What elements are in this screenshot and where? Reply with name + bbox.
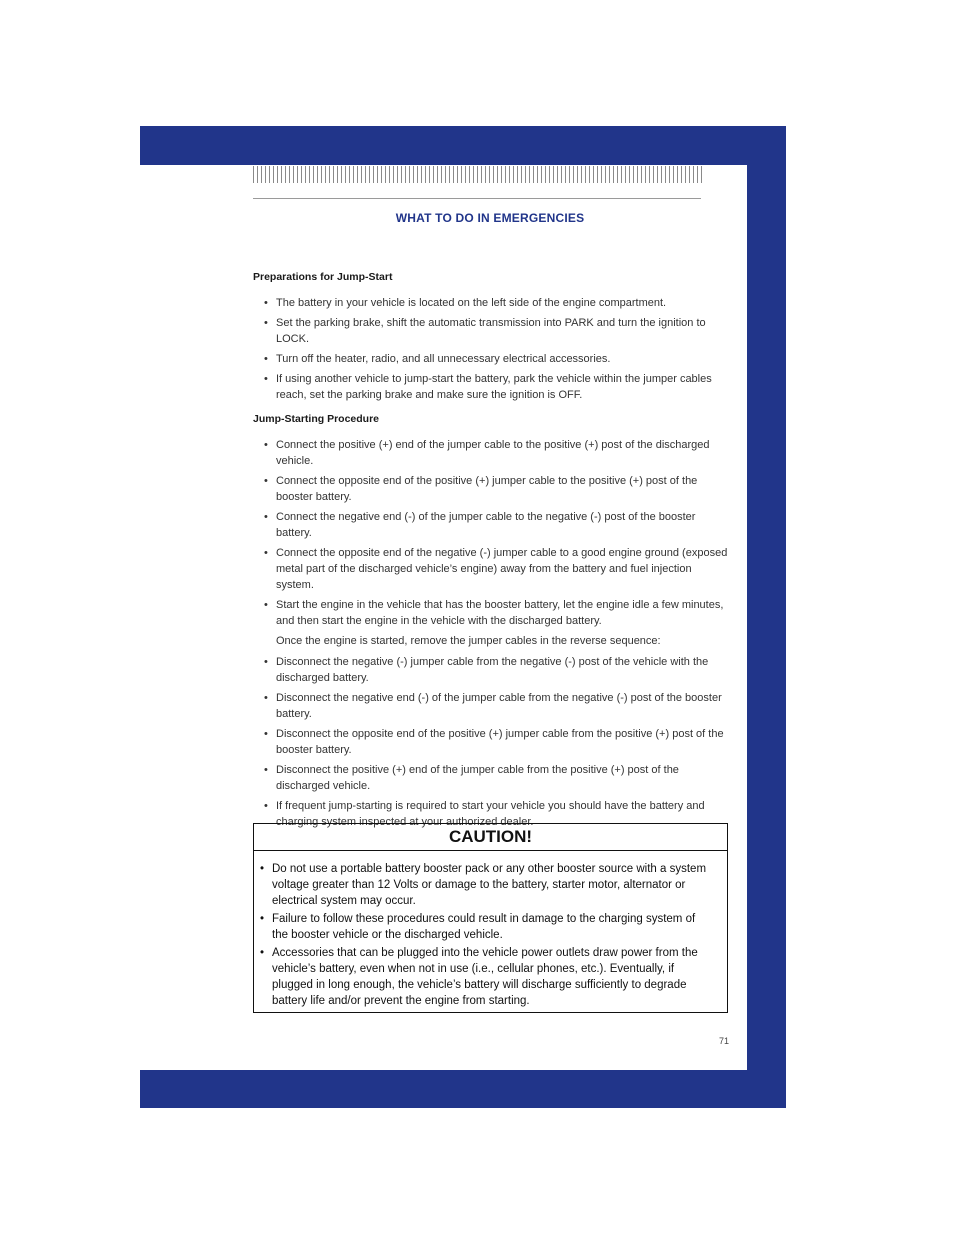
- caution-title: CAUTION!: [254, 824, 727, 851]
- list-item: • Disconnect the negative (-) jumper cable from the negative (-) post of the vehicle with the discharged battery.: [264, 656, 709, 684]
- main-content: [253, 269, 731, 838]
- caution-box: [253, 823, 728, 1013]
- reverse-sequence-note: Once the engine is started, remove the jumper cables in the reverse sequence:: [276, 635, 661, 647]
- list-item: • Accessories that can be plugged into the vehicle power outlets draw power from the vehicle’s battery, even when not in use (i.e., cellular phones, etc.). Eventually, if plugged in long enough, the vehicle’s battery will discharge sufficiently to degrade battery life and/or prevent the engine from starting.: [260, 947, 698, 1007]
- header-divider: [253, 198, 701, 199]
- list-item: • Connect the negative end (-) of the jumper cable to the negative (-) post of the booster battery.: [264, 511, 696, 539]
- list-item: • Connect the positive (+) end of the jumper cable to the positive (+) post of the discharged vehicle.: [264, 439, 710, 467]
- list-item: • Start the engine in the vehicle that has the booster battery, let the engine idle a few minutes, and then start the engine in the vehicle with the discharged battery.: [264, 599, 724, 627]
- section-title: WHAT TO DO IN EMERGENCIES: [395, 211, 585, 225]
- disconnect-list: [253, 654, 731, 830]
- list-item: • Disconnect the opposite end of the positive (+) jumper cable from the positive (+) post of the booster battery.: [264, 728, 724, 756]
- procedure-list: [253, 437, 731, 629]
- list-item: • If using another vehicle to jump-start the battery, park the vehicle within the jumper cables reach, set the parking brake and make sure the ignition is OFF.: [264, 373, 712, 401]
- list-item: • Connect the opposite end of the positive (+) jumper cable to the positive (+) post of the booster battery.: [264, 475, 698, 503]
- decorative-tick-ruler: [253, 166, 703, 183]
- list-item: • Failure to follow these procedures could result in damage to the charging system of the booster vehicle or the discharged vehicle.: [260, 913, 696, 941]
- list-item: • Disconnect the positive (+) end of the jumper cable from the positive (+) post of the discharged vehicle.: [264, 764, 679, 792]
- caution-list: [254, 861, 727, 1009]
- list-item: • If frequent jump-starting is required to start your vehicle you should have the battery and charging system inspected at your authorized dealer.: [264, 800, 705, 828]
- preparations-list: [253, 295, 731, 403]
- list-item: • The battery in your vehicle is located on the left side of the engine compartment.: [264, 297, 667, 309]
- procedure-heading: Jump-Starting Procedure: [253, 413, 380, 425]
- list-item: • Connect the opposite end of the negative (-) jumper cable to a good engine ground (exposed metal part of the discharged vehicle’s engine) away from the battery and fuel injection system.: [264, 547, 728, 591]
- list-item: • Do not use a portable battery booster pack or any other booster source with a system voltage greater than 12 Volts or damage to the battery, starter motor, alternator or electrical system may occur.: [260, 863, 707, 907]
- list-item: • Disconnect the negative end (-) of the jumper cable from the negative (-) post of the booster battery.: [264, 692, 722, 720]
- list-item: • Turn off the heater, radio, and all unnecessary electrical accessories.: [264, 353, 611, 365]
- list-item: • Set the parking brake, shift the automatic transmission into PARK and turn the ignition to LOCK.: [264, 317, 706, 345]
- preparations-heading: Preparations for Jump-Start: [253, 271, 393, 283]
- page-number: 71: [718, 1036, 729, 1046]
